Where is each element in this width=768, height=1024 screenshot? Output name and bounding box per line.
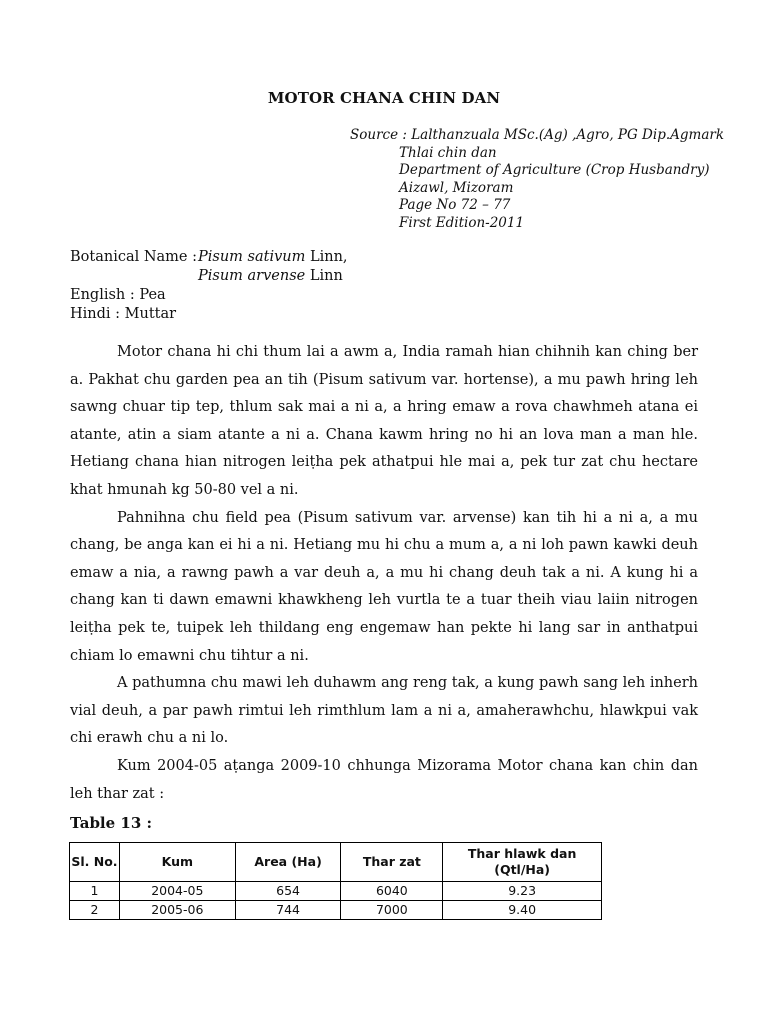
- page-title: MOTOR CHANA CHIN DAN: [267, 89, 501, 107]
- botanical-name-label: Botanical Name :: [70, 249, 198, 265]
- cell-thar-zat: 6040: [341, 882, 443, 901]
- english-name: English : Pea: [70, 287, 166, 303]
- source-edition: First Edition-2011: [399, 214, 525, 231]
- paragraph-3: A pathumna chu mawi leh duhawm ang reng tak, a kung pawh sang leh inherh vial deuh, a par pawh rimtui leh rimthlum lam a ni a, amaherawhchu, hlawkpui vak chi erawh chu a ni lo.: [70, 675, 698, 747]
- cell-thar-hlawk: 9.23: [443, 882, 602, 901]
- botanical-name-row: [70, 248, 348, 267]
- hindi-name: Hindi : Muttar: [70, 306, 177, 322]
- source-author: Source : Lalthanzuala MSc.(Ag) ,Agro, PG Dip.Agmark: [350, 127, 725, 143]
- header-sl-no: Sl. No.: [70, 843, 120, 882]
- header-thar-zat: Thar zat: [341, 843, 443, 882]
- cell-thar-hlawk: 9.40: [443, 901, 602, 920]
- source-block: [350, 127, 724, 233]
- source-department: Department of Agriculture (Crop Husbandry): [399, 162, 710, 179]
- source-book: Thlai chin dan: [399, 144, 497, 161]
- table-row: [70, 882, 602, 901]
- table-title: Table 13 :: [70, 814, 153, 832]
- source-pages: Page No 72 – 77: [399, 197, 511, 214]
- paragraph-4: Kum 2004-05 aṭanga 2009-10 chhunga Mizorama Motor chana kan chin dan leh thar zat :: [70, 757, 698, 802]
- botanical-name-row-2: [70, 267, 348, 286]
- header-thar-hlawk: Thar hlawk dan (Qtl/Ha): [443, 843, 602, 882]
- crop-names: [70, 248, 348, 324]
- paragraph-1: Motor chana hi chi thum lai a awm a, India ramah hian chihnih kan ching ber a. Pakhat chu garden pea an tih (Pisum sativum var. hortense), a mu pawh hring leh sawng chuar tip tep, thlum sak mai a ni a, a hring emaw a rova chawhmeh atana ei atante, atin a siam atante a ni a. Chana kawm hring no hi an lova man a man hle. Hetiang chana hian nitrogen leiṭha pek athatpui hle mai a, pek tur zat chu hectare khat hmunah kg 50-80 vel a ni.: [70, 344, 698, 498]
- paragraph-2: Pahnihna chu field pea (Pisum sativum var. arvense) kan tih hi a ni a, a mu chang, be anga kan ei hi a ni. Hetiang mu hi chu a mum a, a ni loh pawn kawki deuh emaw a nia, a rawng pawh a var deuh a, a mu hi chang deuh tak a ni. A kung hi a chang kan ti dawn emawni khawkheng leh vurtla te a tuar theih viau laiin nitrogen leiṭha pek te, tuipek leh thildang eng engemaw han pekte hi lang sar in anthatpui chiam lo emawni chu tihtur a ni.: [70, 509, 698, 664]
- cell-sl-no: 1: [70, 882, 120, 901]
- header-area: Area (Ha): [235, 843, 341, 882]
- body-text: [70, 339, 698, 808]
- source-place: Aizawl, Mizoram: [399, 179, 514, 196]
- cell-thar-zat: 7000: [341, 901, 443, 920]
- table-header-row: [70, 843, 602, 882]
- cell-kum: 2005-06: [119, 901, 235, 920]
- cell-sl-no: 2: [70, 901, 120, 920]
- cell-area: 654: [235, 882, 341, 901]
- botanical-name-2: Pisum arvense Linn: [198, 268, 343, 284]
- header-kum: Kum: [119, 843, 235, 882]
- botanical-name-1: Pisum sativum Linn,: [198, 249, 348, 265]
- production-table: [69, 842, 602, 920]
- cell-area: 744: [235, 901, 341, 920]
- cell-kum: 2004-05: [119, 882, 235, 901]
- table-row: [70, 901, 602, 920]
